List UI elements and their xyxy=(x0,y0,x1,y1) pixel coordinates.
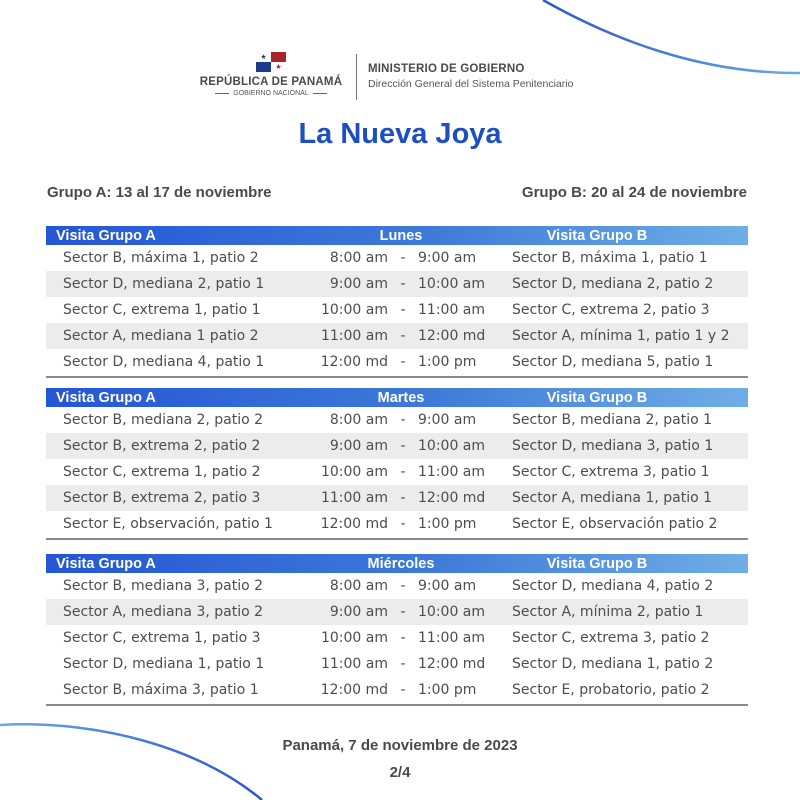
time-separator: - xyxy=(400,464,406,480)
header-day: Martes xyxy=(377,389,425,406)
header-group-b: Visita Grupo B xyxy=(546,227,648,244)
table-row xyxy=(46,599,748,625)
end-time: 1:00 pm xyxy=(418,682,477,698)
group-a-dates: Grupo A: 13 al 17 de noviembre xyxy=(47,184,272,201)
group-b-location: Sector C, extrema 3, patio 1 xyxy=(512,464,710,480)
table-row xyxy=(46,271,748,297)
schedule-miercoles xyxy=(46,554,748,706)
table-row xyxy=(46,677,748,703)
government-label: GOBIERNO NACIONAL xyxy=(233,90,309,97)
table-bottom-rule xyxy=(46,704,748,706)
group-a-location: Sector B, mediana 3, patio 2 xyxy=(63,578,264,594)
end-time: 1:00 pm xyxy=(418,354,477,370)
time-separator: - xyxy=(400,328,406,344)
start-time: 11:00 am xyxy=(320,328,388,344)
group-b-location: Sector E, probatorio, patio 2 xyxy=(512,682,710,698)
group-b-location: Sector A, mínima 2, patio 1 xyxy=(512,604,704,620)
schedule-header xyxy=(46,554,748,573)
group-a-location: Sector B, mediana 2, patio 2 xyxy=(63,412,264,428)
start-time: 11:00 am xyxy=(320,656,388,672)
table-row xyxy=(46,433,748,459)
panama-flag-icon: ★ ★ xyxy=(256,52,286,72)
start-time: 9:00 am xyxy=(329,604,388,620)
start-time: 8:00 am xyxy=(329,578,388,594)
bottom-left-curve xyxy=(0,724,262,800)
directorate-name: Dirección General del Sistema Penitenciario xyxy=(368,78,574,90)
end-time: 9:00 am xyxy=(418,412,477,428)
group-b-location: Sector D, mediana 5, patio 1 xyxy=(512,354,714,370)
end-time: 1:00 pm xyxy=(418,516,477,532)
start-time: 10:00 am xyxy=(320,630,388,646)
header-group-b: Visita Grupo B xyxy=(546,555,648,572)
start-time: 12:00 md xyxy=(320,516,388,532)
time-separator: - xyxy=(400,516,406,532)
end-time: 11:00 am xyxy=(418,464,486,480)
group-b-location: Sector C, extrema 3, patio 2 xyxy=(512,630,710,646)
time-separator: - xyxy=(400,302,406,318)
group-a-location: Sector D, mediana 4, patio 1 xyxy=(63,354,265,370)
end-time: 11:00 am xyxy=(418,302,486,318)
time-separator: - xyxy=(400,354,406,370)
start-time: 9:00 am xyxy=(329,276,388,292)
ministry-block xyxy=(368,63,573,90)
group-a-location: Sector C, extrema 1, patio 1 xyxy=(63,302,261,318)
start-time: 9:00 am xyxy=(329,438,388,454)
ministry-name: MINISTERIO DE GOBIERNO xyxy=(368,63,525,75)
header-divider xyxy=(356,54,357,100)
schedule-martes xyxy=(46,388,748,540)
end-time: 12:00 md xyxy=(418,656,486,672)
end-time: 12:00 md xyxy=(418,490,486,506)
header-group-a: Visita Grupo A xyxy=(56,555,156,572)
group-a-location: Sector D, mediana 2, patio 1 xyxy=(63,276,265,292)
time-separator: - xyxy=(400,412,406,428)
group-b-location: Sector A, mínima 1, patio 1 y 2 xyxy=(512,328,730,344)
time-separator: - xyxy=(400,630,406,646)
time-separator: - xyxy=(400,438,406,454)
table-bottom-rule xyxy=(46,538,748,540)
start-time: 8:00 am xyxy=(329,250,388,266)
table-row xyxy=(46,297,748,323)
page-number: 2/4 xyxy=(389,764,411,781)
group-b-location: Sector C, extrema 2, patio 3 xyxy=(512,302,710,318)
table-row xyxy=(46,651,748,677)
footer-date: Panamá, 7 de noviembre de 2023 xyxy=(282,737,518,754)
time-separator: - xyxy=(400,578,406,594)
government-logo xyxy=(196,52,346,97)
group-a-location: Sector A, mediana 1 patio 2 xyxy=(63,328,259,344)
group-b-location: Sector D, mediana 1, patio 2 xyxy=(512,656,714,672)
end-time: 11:00 am xyxy=(418,630,486,646)
group-a-location: Sector C, extrema 1, patio 2 xyxy=(63,464,261,480)
table-row xyxy=(46,485,748,511)
table-row xyxy=(46,407,748,433)
start-time: 10:00 am xyxy=(320,302,388,318)
header-group-a: Visita Grupo A xyxy=(56,227,156,244)
table-row xyxy=(46,323,748,349)
table-row xyxy=(46,625,748,651)
time-separator: - xyxy=(400,276,406,292)
header-group-b: Visita Grupo B xyxy=(546,389,648,406)
group-a-location: Sector A, mediana 3, patio 2 xyxy=(63,604,264,620)
start-time: 8:00 am xyxy=(329,412,388,428)
group-a-location: Sector B, extrema 2, patio 3 xyxy=(63,490,261,506)
end-time: 9:00 am xyxy=(418,578,477,594)
page-title: La Nueva Joya xyxy=(298,118,502,150)
group-a-location: Sector E, observación, patio 1 xyxy=(63,516,273,532)
table-bottom-rule xyxy=(46,376,748,378)
group-a-location: Sector C, extrema 1, patio 3 xyxy=(63,630,261,646)
time-separator: - xyxy=(400,250,406,266)
time-separator: - xyxy=(400,490,406,506)
schedule-header xyxy=(46,388,748,407)
top-right-curve xyxy=(543,0,800,73)
group-a-location: Sector B, extrema 2, patio 2 xyxy=(63,438,261,454)
country-name: REPÚBLICA DE PANAMÁ xyxy=(199,76,343,88)
table-row xyxy=(46,459,748,485)
end-time: 10:00 am xyxy=(418,276,486,292)
end-time: 10:00 am xyxy=(418,604,486,620)
schedule-lunes xyxy=(46,226,748,378)
header-day: Miércoles xyxy=(367,555,435,572)
header-day: Lunes xyxy=(379,227,423,244)
start-time: 11:00 am xyxy=(320,490,388,506)
group-b-location: Sector B, máxima 1, patio 1 xyxy=(512,250,708,266)
end-time: 9:00 am xyxy=(418,250,477,266)
header-group-a: Visita Grupo A xyxy=(56,389,156,406)
end-time: 10:00 am xyxy=(418,438,486,454)
start-time: 12:00 md xyxy=(320,354,388,370)
group-a-location: Sector D, mediana 1, patio 1 xyxy=(63,656,265,672)
table-row xyxy=(46,245,748,271)
start-time: 10:00 am xyxy=(320,464,388,480)
schedule-header xyxy=(46,226,748,245)
group-a-location: Sector B, máxima 3, patio 1 xyxy=(63,682,259,698)
group-a-location: Sector B, máxima 1, patio 2 xyxy=(63,250,259,266)
time-separator: - xyxy=(400,604,406,620)
group-b-dates: Grupo B: 20 al 24 de noviembre xyxy=(521,184,747,201)
group-b-location: Sector D, mediana 2, patio 2 xyxy=(512,276,714,292)
time-separator: - xyxy=(400,682,406,698)
group-b-location: Sector D, mediana 4, patio 2 xyxy=(512,578,714,594)
table-row xyxy=(46,349,748,375)
group-b-location: Sector D, mediana 3, patio 1 xyxy=(512,438,714,454)
table-row xyxy=(46,573,748,599)
time-separator: - xyxy=(400,656,406,672)
end-time: 12:00 md xyxy=(418,328,486,344)
group-b-location: Sector A, mediana 1, patio 1 xyxy=(512,490,713,506)
table-row xyxy=(46,511,748,537)
group-b-location: Sector B, mediana 2, patio 1 xyxy=(512,412,713,428)
start-time: 12:00 md xyxy=(320,682,388,698)
group-b-location: Sector E, observación patio 2 xyxy=(512,516,718,532)
